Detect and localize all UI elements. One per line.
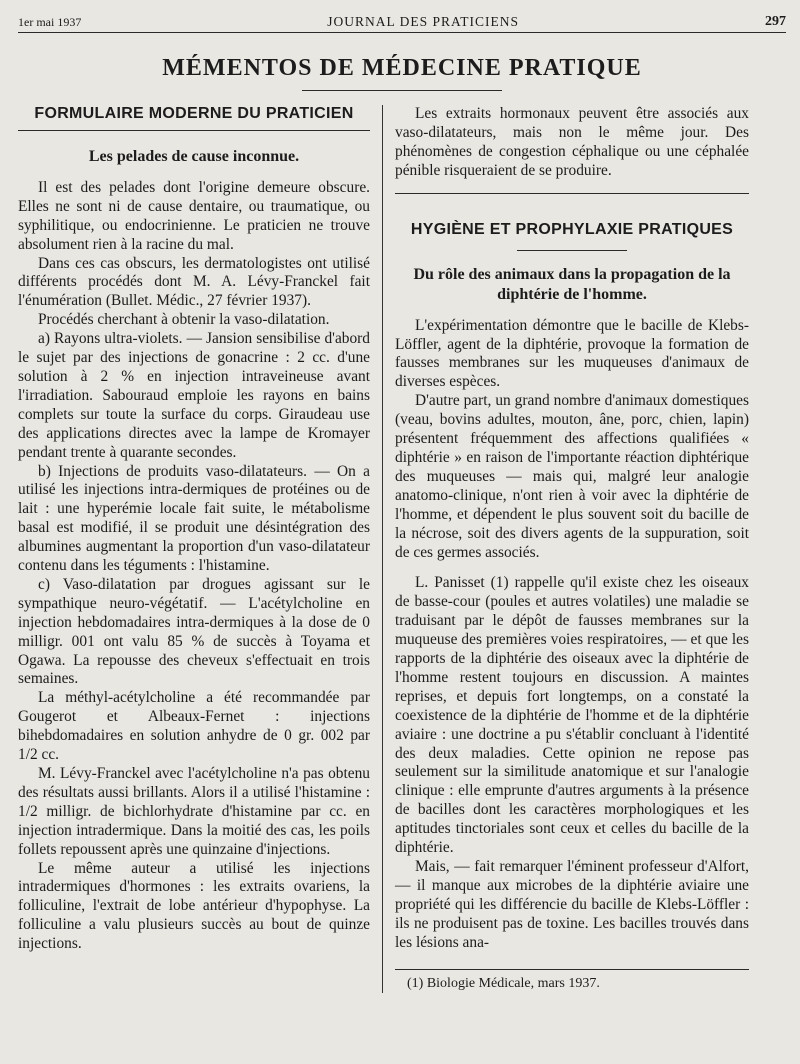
title-underline: [302, 90, 502, 91]
paragraph: Mais, — fait remarquer l'éminent professeur d'Alfort, — il manque aux microbes de la diphtérie aviaire une propriété qui les différencie du bacille de Klebs-Löffler : ils ne produisent pas de toxine. Les bacilles trouvés dans les lésions ana-: [395, 858, 749, 951]
footnote: (1) Biologie Médicale, mars 1937.: [395, 969, 749, 994]
subtitle-pelades: Les pelades de cause inconnue.: [88, 147, 300, 165]
header-rule: [18, 32, 786, 33]
section-title-underline: [517, 250, 627, 251]
paragraph: Le même auteur a utilisé les injections intradermiques d'hormones : les extraits ovariens, la folliculine, l'extrait de lobe antérieur d'hypophyse. La folliculine a valu plusieurs succès au bout de quinze injections.: [18, 859, 370, 953]
two-column-body: [18, 105, 786, 993]
paragraph: La méthyl-acétylcholine a été recommandée par Gougerot et Albeaux-Fernet : injections bihebdomadaires en solution anhydre de 0 gr. 002 par 1/2 cc.: [18, 689, 370, 764]
running-header: [18, 10, 786, 30]
paragraph: b) Injections de produits vaso-dilatateurs. — On a utilisé les injections intra-dermiques de protéines ou de lait : une hyperémie locale fait suite, le métabolisme basal est modifié, il se produit une désintégration des albumines augmentant la proportion d'un vaso-dilatateur contenu dans les téguments : l'histamine.: [18, 462, 370, 575]
paragraph: a) Rayons ultra-violets. — Jansion sensibilise d'abord le sujet par des injections de gonacrine : 2 cc. d'une solution à 2 % en injection intraveineuse avant l'irradiation. Sabouraud emploie les rayons en bains complets sur toute la surface du corps. Giraudeau use des applications directes avec la lampe de Kromayer pendant trente à quarante secondes.: [18, 330, 370, 461]
left-column: [18, 105, 382, 993]
paragraph: L'expérimentation démontre que le bacille de Klebs-Löffler, agent de la diphtérie, provoque la formation de fausses membranes sur les muqueuses d'animaux de diverses espèces.: [395, 316, 749, 391]
paragraph: c) Vaso-dilatation par drogues agissant sur le sympathique neuro-végétatif. — L'acétylcholine en injection hebdomadaires intra-dermiques à la dose de 0 milligr. 001 ont valu 85 % de succès à Toyama et Ogawa. La repousse des cheveux s'effectuait en trois semaines.: [18, 575, 370, 688]
issue-date: 1er mai 1937: [18, 15, 82, 29]
paragraph: M. Lévy-Franckel avec l'acétylcholine n'a pas obtenu des résultats aussi brillants. Alors il a utilisé l'histamine : 1/2 milligr. de bichlorhydrate d'histamine par cc. en injection intradermique. Dans la moitié des cas, les poils follets repoussent après une quinzaine d'injections.: [18, 765, 370, 858]
paragraph: D'autre part, un grand nombre d'animaux domestiques (veau, bovins adultes, mouton, âne, porc, chien, lapin) présentent fréquemment des affections qualifiées « diphtérie » en raison de l'importante réaction diphtérique des muqueuses — mais qui, malgré leur analogie anatomo-clinique, n'ont rien à voir avec la diphtérie de l'homme, et dépendent le plus souvent soit du bacille de la nécrose, soit des divers agents de la suppuration, soit de ces germes associés.: [395, 392, 749, 561]
section-title-hygiene: HYGIÈNE ET PROPHYLAXIE PRATIQUES: [410, 220, 734, 238]
section-title-formulaire: FORMULAIRE MODERNE DU PRATICIEN: [18, 105, 370, 131]
paragraph: L. Panisset (1) rappelle qu'il existe chez les oiseaux de basse-cour (poules et autres volatiles) une maladie se traduisant par le dépôt de fausses membranes sur la muqueuse des premières voies respiratoires, — et que les rapports de la diphtérie des oiseaux avec la diphtérie de l'homme restent toujours en discussion. A maintes reprises, et depuis fort longtemps, on a constaté la coexistence de la diphtérie de l'homme et de la diphtérie aviaire : une doctrine a pu s'établir concluant à l'identité des deux maladies. Cette opinion ne repose pas seulement sur la similitude anatomique et sur l'analogie clinique : elle emprunte d'autres arguments à la présence de bacilles dont les caractères morphologiques et les aptitudes tinctoriales sont ceux et celles du bacille de la diphtérie.: [395, 574, 749, 857]
right-column: [382, 105, 749, 993]
paragraph: Procédés cherchant à obtenir la vaso-dilatation.: [38, 311, 330, 329]
paragraph: Les extraits hormonaux peuvent être associés aux vaso-dilatateurs, mais non le même jour. Des phénomènes de congestion céphalique ou une céphalée pénible risqueraient de se produire.: [395, 105, 749, 179]
paragraph: Il est des pelades dont l'origine demeure obscure. Elles ne sont ni de cause dentaire, ou traumatique, ou syphilitique, ou endocrinienne. Le praticien ne trouve absolument rien à la racine du mal.: [18, 178, 370, 253]
subtitle-diphterie: Du rôle des animaux dans la propagation de la diphtérie de l'homme.: [413, 265, 731, 303]
main-title: MÉMENTOS DE MÉDECINE PRATIQUE: [162, 55, 642, 81]
journal-name: JOURNAL DES PRATICIENS: [327, 14, 520, 29]
paragraph: Dans ces cas obscurs, les dermatologistes ont utilisé différents procédés dont M. A. Lévy-Franckel fait l'énumération (Bullet. Médic., 27 février 1937).: [18, 254, 370, 310]
section-divider: [395, 193, 749, 194]
page-number: 297: [765, 14, 786, 29]
